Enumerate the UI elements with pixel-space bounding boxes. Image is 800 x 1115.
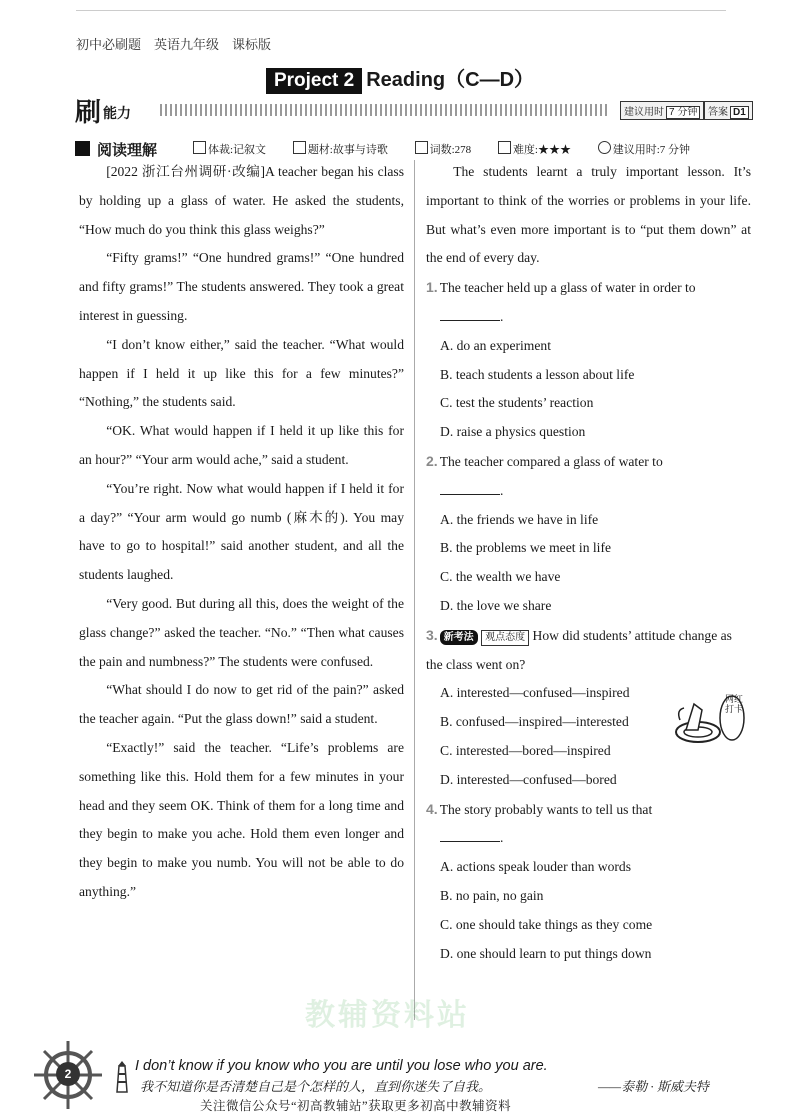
title-rest: Reading（C—D）: [366, 69, 535, 91]
option[interactable]: B. teach students a lesson about life: [440, 366, 635, 382]
section-bar: [75, 138, 755, 160]
answer-tag: 答案 D1: [704, 101, 753, 120]
book-icon: [193, 141, 206, 154]
option[interactable]: B. confused—inspired—interested: [440, 714, 629, 730]
new-method-badge: 新考法: [440, 630, 478, 645]
topic-icon: [293, 141, 306, 154]
book-series: 初中必刷题 英语九年级 课标版: [76, 37, 272, 52]
option[interactable]: A. the friends we have in life: [440, 511, 599, 527]
option[interactable]: D. raise a physics question: [440, 424, 586, 440]
option[interactable]: B. no pain, no gain: [440, 887, 544, 903]
passage-paragraph: “OK. What would happen if I held it up like this for an hour?” “Your arm would ache,” said a student.: [79, 423, 404, 467]
passage-paragraph: “Exactly!” said the teacher. “Life’s problems are something like this. Hold them for a few minutes in your head and they seem OK. Think of them for a long time and they begin to make you ache. Hold them even longer and they begin to make you numb. You will not be able to do anything.”: [79, 739, 404, 899]
pen-icon: [415, 141, 428, 154]
quote-english: I don’t know if you know who you are until you lose who you are.: [135, 1058, 548, 1074]
option[interactable]: C. the wealth we have: [440, 569, 561, 585]
page-title: [0, 63, 800, 94]
top-rule: [76, 10, 726, 11]
quote-author: ——泰勒 · 斯威夫特: [598, 1079, 709, 1094]
quote-chinese: 我不知道你是否清楚自己是个怎样的人，直到你迷失了自我。: [140, 1079, 492, 1094]
option[interactable]: B. the problems we meet in life: [440, 540, 612, 556]
answer-blank[interactable]: .: [426, 303, 751, 332]
option[interactable]: D. interested—confused—bored: [440, 771, 617, 787]
time-tag: 建议用时 7 分钟: [620, 101, 704, 120]
dotted-rule: [160, 104, 610, 116]
column-divider: [414, 160, 415, 1020]
ability-char: 刷: [75, 98, 102, 127]
meta-genre: 体裁:记叙文: [208, 144, 267, 156]
option[interactable]: C. test the students’ reaction: [440, 395, 594, 411]
option[interactable]: C. one should take things as they come: [440, 916, 653, 932]
watermark: 教辅资料站: [305, 998, 470, 1033]
question-4: 4. The story probably wants to tell us that: [426, 800, 653, 817]
option[interactable]: D. the love we share: [440, 597, 552, 613]
passage-paragraph: “You’re right. Now what would happen if I held it for a day?” “Your arm would go numb (麻木的). You may have to go to hospital!” said another student, and all the students laughed.: [79, 480, 404, 583]
page-number: 2: [56, 1062, 80, 1086]
question-2: 2. The teacher compared a glass of water to: [426, 452, 663, 469]
passage-paragraph: “I don’t know either,” said the teacher. “What would happen if I held it up like this for a few minutes?” “Nothing,” the students said.: [79, 336, 404, 410]
passage-paragraph: “Very good. But during all this, does the weight of the glass change?” asked the teacher. “No.” “Then what causes the pain and numbness?” The students were confused.: [79, 595, 404, 669]
passage-left: [79, 158, 404, 907]
passage-paragraph: [2022 浙江台州调研·改编]A teacher began his class by holding up a glass of water. He asked the students, “How much do you think this glass weighs?”: [79, 164, 404, 237]
meta-difficulty: 难度:★★★: [512, 144, 571, 156]
sticker-text: 网红打卡: [724, 695, 743, 715]
option[interactable]: A. do an experiment: [440, 337, 551, 353]
lighthouse-icon: [112, 1060, 132, 1094]
ability-word: 能力: [103, 107, 131, 122]
project-label: Project 2: [266, 68, 362, 94]
option[interactable]: C. interested—bored—inspired: [440, 742, 611, 758]
section-title: 阅读理解: [97, 142, 158, 159]
passage-right: [426, 158, 751, 968]
passage-paragraph: “What should I do now to get rid of the pain?” asked the teacher again. “Put the glass down!” said a student.: [79, 682, 404, 727]
question-type-tag: 观点态度: [481, 630, 529, 646]
meta-time: 建议用时:7 分钟: [612, 144, 691, 156]
passage-paragraph: The students learnt a truly important lesson. It’s important to think of the worries or problems in your life. But what’s even more important is to “put them down” at the end of every day.: [426, 164, 751, 266]
meta-words: 词数:278: [429, 144, 472, 156]
passage-paragraph: “Fifty grams!” “One hundred grams!” “One hundred and fifty grams!” The students answered. They took a great interest in guessing.: [79, 250, 404, 323]
promo-text: 关注微信公众号“初高教辅站”获取更多初高中教辅资料: [200, 1099, 512, 1113]
chart-icon: [498, 141, 511, 154]
answer-blank[interactable]: .: [426, 477, 751, 506]
option[interactable]: D. one should learn to put things down: [440, 945, 652, 961]
clock-icon: [598, 141, 611, 154]
option[interactable]: A. actions speak louder than words: [440, 859, 632, 875]
meta-topic: 题材:故事与诗歌: [307, 144, 388, 156]
section-meta: [193, 141, 714, 157]
answer-blank[interactable]: .: [426, 824, 751, 853]
section-mark-icon: [75, 141, 90, 156]
question-3: 3. 新考法 观点态度 How did students’ attitude change as the class went on?: [426, 626, 732, 672]
question-1: 1. The teacher held up a glass of water in order to: [426, 279, 696, 296]
option[interactable]: A. interested—confused—inspired: [440, 685, 630, 701]
